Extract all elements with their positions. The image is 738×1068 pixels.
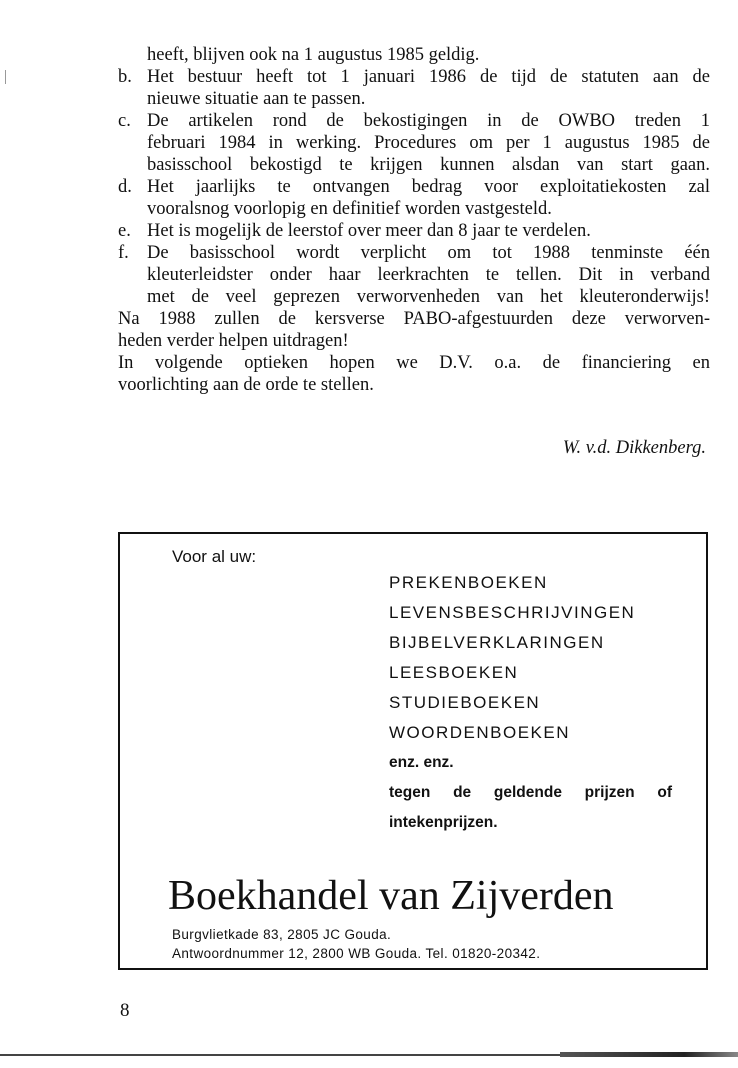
article-line: met de veel geprezen verworvenheden van het kleuteronderwijs! [147,287,710,307]
ad-category: BIJBELVERKLARINGEN [389,633,605,652]
shop-name: Boekhandel van Zijverden [168,873,614,919]
margin-mark [5,70,6,84]
item-label: d. [118,177,132,197]
paragraph-line: Na 1988 zullen de kersverse PABO-afgestuurden deze verworven- [118,309,710,329]
item-label: b. [118,67,132,87]
paragraph-line: In volgende optieken hopen we D.V. o.a. de financiering en [118,353,710,373]
list-item-d: d. Het jaarlijks te ontvangen bedrag voor exploitatiekosten zal [118,177,710,197]
ad-price-line: tegen de geldende prijzen of [389,784,672,801]
ad-category: STUDIEBOEKEN [389,693,541,712]
article-line: heeft, blijven ook na 1 augustus 1985 geldig. [147,45,480,65]
paragraph-line: heden verder helpen uitdragen! [118,331,349,351]
list-item-f: f. De basisschool wordt verplicht om tot 1988 tenminste één [118,243,710,263]
article-line: februari 1984 in werking. Procedures om per 1 augustus 1985 de [147,133,710,153]
shop-reply-address: Antwoordnummer 12, 2800 WB Gouda. Tel. 01820-20342. [172,946,541,961]
signature: W. v.d. Dikkenberg. [562,438,706,458]
ad-category: WOORDENBOEKEN [389,723,571,742]
ad-category: PREKENBOEKEN [389,573,548,592]
page-number: 8 [120,1000,130,1021]
list-item-e: e. Het is mogelijk de leerstof over meer dan 8 jaar te verdelen. [118,221,591,241]
article-text [118,44,710,396]
list-item-b: b. Het bestuur heeft tot 1 januari 1986 de tijd de statuten aan de [118,67,710,87]
ad-price-line: intekenprijzen. [389,814,498,831]
ad-intro: Voor al uw: [172,547,257,566]
ad-border-right [706,532,708,970]
item-label: f. [118,243,129,263]
shop-address: Burgvlietkade 83, 2805 JC Gouda. [172,927,392,942]
list-item-c: c. De artikelen rond de bekostigingen in de OWBO treden 1 [118,111,710,131]
paragraph-line: voorlichting aan de orde te stellen. [118,375,374,395]
article-line: nieuwe situatie aan te passen. [147,89,366,109]
bottom-rule-shadow [560,1052,738,1057]
item-label: c. [118,111,131,131]
article-line: kleuterleidster onder haar leerkrachten te tellen. Dit in verband [147,265,710,285]
ad-category: LEESBOEKEN [389,663,519,682]
item-label: e. [118,221,131,241]
article-line: basisschool bekostigd te krijgen kunnen alsdan van start gaan. [147,155,710,175]
ad-border-left [118,532,120,970]
ad-category: LEVENSBESCHRIJVINGEN [389,603,636,622]
article-line: vooralsnog voorlopig en definitief worden vastgesteld. [147,199,552,219]
ad-category-list [389,568,672,838]
ad-etc: enz. enz. [389,754,454,771]
